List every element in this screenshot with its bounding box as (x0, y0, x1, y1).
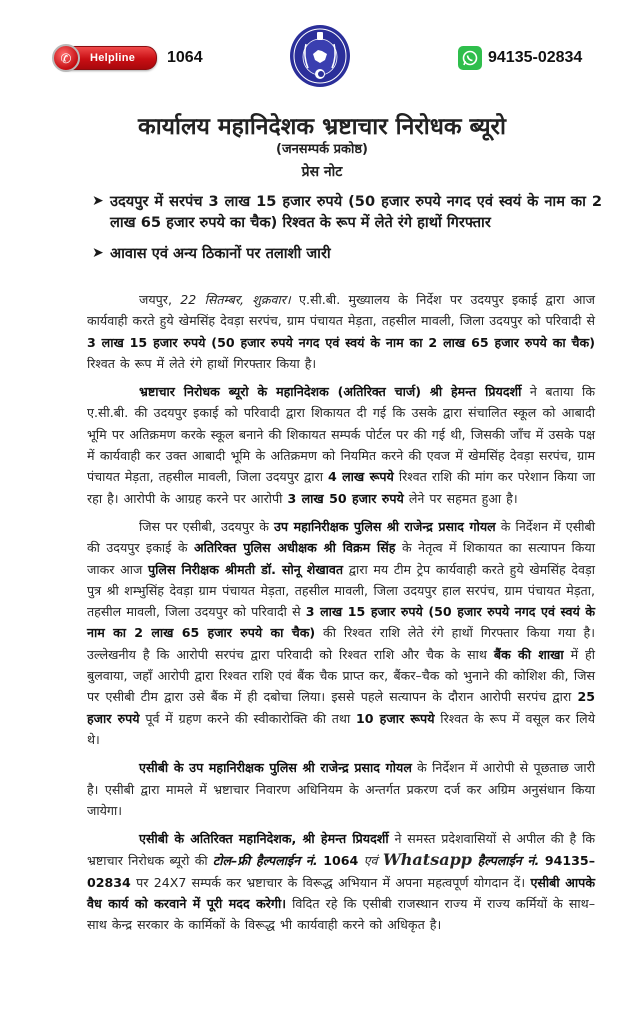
earlier-amount: 25 हजार रुपये (87, 689, 595, 726)
whatsapp-number: 94135-02834 (488, 49, 583, 66)
text-run: रिश्वत राशि की मांग कर परेशान किया जा रहा है। आरोपी के आग्रह करने पर आरोपी (87, 469, 595, 506)
paragraph-trap-operation (87, 516, 595, 750)
bullet-item (92, 191, 602, 233)
demand-amount: 4 लाख रूपये (327, 469, 394, 485)
arrow-bullet-icon: ➤ (92, 245, 104, 261)
toll-free-number: 1064 (317, 853, 359, 869)
text-run: की रिश्वत राशि लेते रंगे हाथों गिरफ्तार किया गया है। उल्लेखनीय है कि आरोपी सरपंच द्वारा परिवादी को रिश्वत राशि और चैक के साथ (87, 625, 595, 662)
toll-free-label: टोल–फ्री हैल्पलाईन नं. (212, 853, 318, 869)
whatsapp-word: Whatsapp (382, 850, 472, 870)
title-block (0, 113, 644, 183)
agreed-amount: 3 लाख 50 हजार रुपये (287, 490, 404, 506)
dig-name: एसीबी के उप महानिरीक्षक पुलिस श्री राजेन्द्र प्रसाद गोयल (139, 760, 412, 776)
helpline-badge[interactable] (55, 46, 203, 70)
text-run: पर 24X7 सम्पर्क कर भ्रष्टाचार के विरूद्ध अभियान में अपना महत्वपूर्ण योगदान दें। (130, 874, 531, 890)
text-run: लेने पर सहमत हुआ है। (403, 490, 518, 506)
text-run: रिश्वत के रूप में लेते रंगे हाथों गिरफ्तार किया है। (87, 355, 317, 371)
text-run: में ही बुलवाया, जहॉं आरोपी द्वारा रिश्वत राशि एवं बैंक चैक प्राप्त कर, बैंकर–चैक को भुनाने की कोशिश की, जिस पर एसीबी टीम द्वारा उसे बैंक में ही दबोचा लिया। इससे पहले सत्यापन के दौरान आरोपी सरपंच द्वारा (87, 646, 595, 705)
text-run: विदित रहे कि एसीबी राजस्थान राज्य में राज्य कर्मियों के साथ–साथ केन्द्र सरकार के कार्मिकों के विरूद्ध भी कार्यवाही करने को अधिकृत है। (87, 896, 596, 933)
acb-assurance: एसीबी आपके वैध कार्य को करवाने में पूरी मदद करेगी। (87, 874, 595, 912)
helpline-label: Helpline (90, 52, 136, 64)
bribe-amount: 3 लाख 15 हजार रुपये (50 हजार रुपये नगद एवं स्वयं के नाम का 2 लाख 65 हजार रुपये का चैक) (87, 334, 595, 350)
whatsapp-icon (458, 46, 482, 70)
office-title: कार्यालय महानिदेशक भ्रष्टाचार निरोधक ब्यूरो (138, 114, 506, 140)
inspector-name: पुलिस निरीक्षक श्रीमती डॉ. सोनू शेखावत (148, 561, 344, 577)
recovered-amount: 10 हजार रूपये (356, 710, 435, 726)
arrow-bullet-icon: ➤ (92, 193, 104, 209)
helpline-button[interactable] (55, 46, 157, 70)
press-note-heading: प्रेस नोट (301, 164, 343, 180)
paragraph-investigation (87, 757, 595, 821)
paragraph-appeal (87, 828, 595, 935)
text-run: ने समस्त प्रदेशवासियों से अपील की है कि भ्रष्टाचार निरोधक ब्यूरो की (87, 831, 595, 869)
asp-name: अतिरिक्त पुलिस अधीक्षक श्री विक्रम सिंह (193, 540, 396, 556)
text-run: ने बताया कि ए.सी.बी. की उदयपुर इकाई को परिवादी द्वारा शिकायत दी गई कि उसके द्वारा संचालित स्कूल को आबादी भूमि पर अतिक्रमण करके स्कूल बनाने की शिकायत सम्पर्क पोर्टल पर की गई थी, जिसकी जॉंच में उसके पक्ष में कार्यवाही कर उक्त आबादी भूमि के अतिक्रमण को नियमित करने की एवज में खेमसिंह देवड़ा सरपंच, ग्राम पंचायत मेड़ता, तहसील मावली, जिला उदयपुर द्वारा (87, 384, 595, 485)
whatsapp-badge[interactable] (458, 46, 582, 70)
cell-subtitle: (जनसम्पर्क प्रकोष्ठ) (276, 142, 368, 157)
adg-name: एसीबी के अतिरिक्त महानिदेशक, श्री हेमन्त प्रियदर्शी (139, 831, 389, 847)
bank-branch: बैंक की शाखा (493, 646, 564, 662)
bullet-text: उदयपुर में सरपंच 3 लाख 15 हजार रुपये (50 हजार रुपये नगद एवं स्वयं के नाम का 2 लाख 65 हजार रुपये का चैक) रिश्वत के रूप में लेते रंगे हाथों गिरफ्तार (110, 193, 602, 231)
dateline-date: 22 सितम्बर, शुक्रवार। (180, 292, 291, 307)
dg-name: भ्रष्टाचार निरोधक ब्यूरो के महानिदेशक (अतिरिक्त चार्ज) श्री हेमन्त प्रियदर्शी (139, 384, 522, 400)
text-run: के निर्देशन में आरोपी से पूछताछ जारी है। एसीबी द्वारा मामले में भ्रष्टाचार निवारण अधिनियम के अन्तर्गत प्रकरण दर्ज कर अग्रिम अनुसंधान किया जायेगा। (87, 760, 595, 818)
headline-bullets (92, 191, 602, 274)
helpline-number: 1064 (167, 49, 203, 66)
text-run: जिस पर एसीबी, उदयपुर के (139, 518, 275, 534)
whatsapp-helpline-label: हैल्पलाईन नं. (471, 853, 540, 869)
text-run: के नेतृत्व में शिकायत का सत्यापन किया जाकर आज (87, 540, 595, 577)
bullet-item (92, 243, 602, 264)
bribe-amount: 3 लाख 15 हजार रुपये (50 हजार रुपये नगद एवं स्वयं के नाम का 2 लाख 65 हजार रुपये का चैक) (87, 604, 595, 641)
letterhead (0, 22, 644, 94)
dateline-place: जयपुर, (139, 292, 181, 307)
text-run: पूर्व में ग्रहण करने की स्वीकारोक्ति की तथा (139, 710, 356, 726)
text-run: एवं (358, 853, 378, 869)
paragraph-complaint (87, 381, 595, 509)
whatsapp-helpline-number: 94135–02834 (87, 853, 595, 890)
text-run: ए.सी.बी. मुख्यालय के निर्देश पर उदयपुर इकाई द्वारा आज कार्यवाही करते हुये खेमसिंह देवड़ा सरपंच, ग्राम पंचायत मेड़ता, तहसील मावली, जिला उदयपुर को परिवादी से (87, 292, 595, 329)
text-run: द्वारा मय टीम ट्रेप कार्यवाही करते हुये खेमसिंह देवड़ा पुत्र श्री शम्भुसिंह देवड़ा ग्राम पंचायत मेड़ता, तहसील मावली, जिला उदयपुर हाल सरपंच, ग्राम पंचायत मेड़ता, तहसील मावली, जिला उदयपुर को परिवादी से (87, 561, 596, 620)
acb-emblem-logo (288, 24, 352, 88)
dig-name: उप महानिरीक्षक पुलिस श्री राजेन्द्र प्रसाद गोयल (274, 518, 496, 534)
phone-icon: ✆ (52, 44, 80, 72)
press-note-body (87, 289, 595, 943)
text-run: के निर्देशन में एसीबी की उदयपुर इकाई के (87, 518, 595, 556)
text-run: रिश्वत के रूप में वसूल कर लिये थे। (87, 710, 596, 747)
bullet-text: आवास एवं अन्य ठिकानों पर तलाशी जारी (110, 245, 331, 262)
paragraph-arrest-summary (87, 289, 595, 374)
